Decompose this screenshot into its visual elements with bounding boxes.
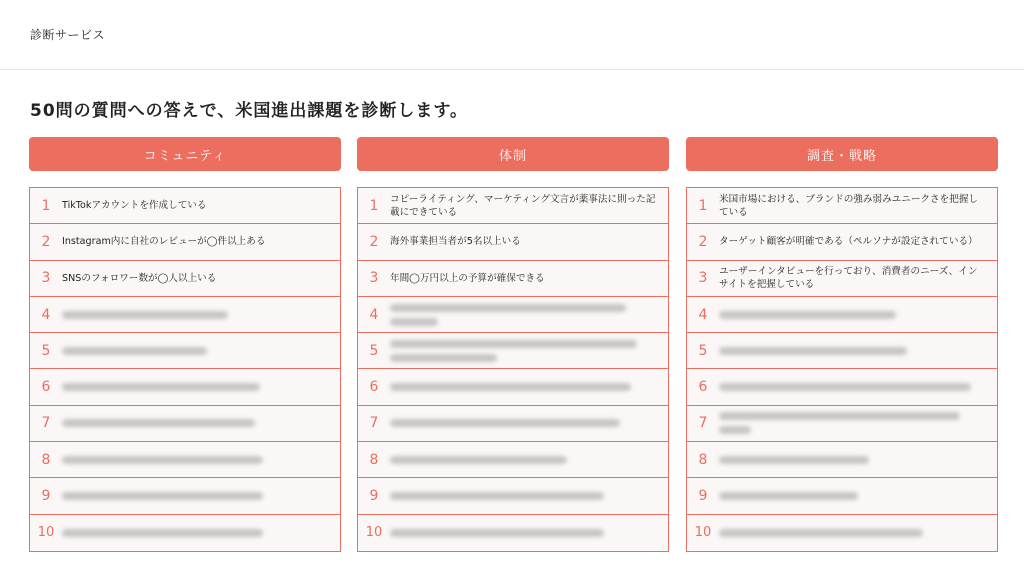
question-row-blurred[interactable] [687,442,997,478]
column-research-strategy [686,137,998,552]
question-row[interactable] [687,224,997,260]
question-row[interactable] [687,261,997,297]
blurred-text [719,456,997,464]
question-row-blurred[interactable] [30,333,340,369]
question-number: 8 [698,451,708,468]
question-number: 4 [41,306,51,323]
question-number: 4 [369,306,379,323]
blurred-text [719,347,997,355]
question-number: 8 [41,451,51,468]
column-structure [357,137,669,552]
blurred-text [390,304,668,326]
column-community [29,137,341,552]
question-number: 1 [369,197,379,214]
question-row-blurred[interactable] [358,406,668,442]
question-number: 7 [369,415,379,432]
question-number: 5 [41,342,51,359]
question-number: 9 [698,488,708,505]
question-row-blurred[interactable] [30,297,340,333]
question-list-community [29,187,341,552]
blurred-text [390,492,668,500]
blurred-text [719,492,997,500]
blurred-text [62,529,340,537]
column-header-community[interactable]: コミュニティ [29,137,341,171]
question-text: コピーライティング、マーケティング文言が薬事法に則った記載にできている [390,193,656,218]
question-number: 10 [365,525,383,541]
question-number: 1 [41,197,51,214]
question-row-blurred[interactable] [358,369,668,405]
blurred-text [390,529,668,537]
question-number: 6 [369,379,379,396]
question-number: 6 [41,379,51,396]
blurred-text [390,456,668,464]
column-header-research-strategy[interactable]: 調査・戦略 [686,137,998,171]
question-number: 10 [37,525,55,541]
question-row-blurred[interactable] [358,297,668,333]
question-row-blurred[interactable] [687,369,997,405]
question-text: ユーザーインタビューを行っており、消費者のニーズ、インサイトを把握している [719,266,978,291]
question-row-blurred[interactable] [30,369,340,405]
blurred-text [62,419,340,427]
blurred-text [719,412,997,434]
question-row[interactable] [358,224,668,260]
question-number: 8 [369,451,379,468]
blurred-text [62,383,340,391]
question-text: TikTokアカウントを作成している [62,200,207,212]
question-row[interactable] [358,188,668,224]
question-row[interactable] [687,188,997,224]
question-row-blurred[interactable] [30,406,340,442]
question-row-blurred[interactable] [687,515,997,551]
question-text: 海外事業担当者が5名以上いる [390,236,521,248]
question-number: 1 [698,197,708,214]
question-number: 2 [698,233,708,250]
question-number: 5 [698,342,708,359]
question-number: 7 [41,415,51,432]
blurred-text [62,456,340,464]
question-row[interactable] [30,261,340,297]
question-number: 7 [698,415,708,432]
question-number: 2 [41,233,51,250]
question-row-blurred[interactable] [687,297,997,333]
question-text: Instagram内に自社のレビューが◯件以上ある [62,236,266,248]
blurred-text [390,419,668,427]
question-row[interactable] [30,224,340,260]
question-number: 6 [698,379,708,396]
blurred-text [719,383,997,391]
blurred-text [390,383,668,391]
top-bar [0,0,1024,70]
blurred-text [62,492,340,500]
question-row-blurred[interactable] [358,478,668,514]
question-text: ターゲット顧客が明確である（ペルソナが設定されている） [719,236,978,248]
question-number: 9 [41,488,51,505]
question-row-blurred[interactable] [687,333,997,369]
question-row-blurred[interactable] [687,406,997,442]
question-number: 9 [369,488,379,505]
page-title: 50問の質問への答えで、米国進出課題を診断します。 [30,101,468,121]
brand-label[interactable]: 診断サービス [30,28,106,42]
question-row-blurred[interactable] [687,478,997,514]
question-text: SNSのフォロワー数が◯人以上いる [62,272,217,284]
blurred-text [719,529,997,537]
blurred-text [390,340,668,362]
question-row[interactable] [358,261,668,297]
question-number: 3 [41,270,51,287]
question-list-structure [357,187,669,552]
blurred-text [719,311,997,319]
question-text: 年間◯万円以上の予算が確保できる [390,272,545,284]
question-number: 3 [369,270,379,287]
question-list-research-strategy [686,187,998,552]
question-text: 米国市場における、ブランドの強み弱みユニークさを把握している [719,193,979,218]
question-number: 5 [369,342,379,359]
question-number: 2 [369,233,379,250]
blurred-text [62,347,340,355]
question-row-blurred[interactable] [30,478,340,514]
question-row-blurred[interactable] [30,442,340,478]
question-number: 3 [698,270,708,287]
question-row[interactable] [30,188,340,224]
question-number: 4 [698,306,708,323]
question-row-blurred[interactable] [358,442,668,478]
question-number: 10 [694,525,712,541]
blurred-text [62,311,340,319]
question-row-blurred[interactable] [358,333,668,369]
question-row-blurred[interactable] [358,515,668,551]
column-header-structure[interactable]: 体制 [357,137,669,171]
question-row-blurred[interactable] [30,515,340,551]
